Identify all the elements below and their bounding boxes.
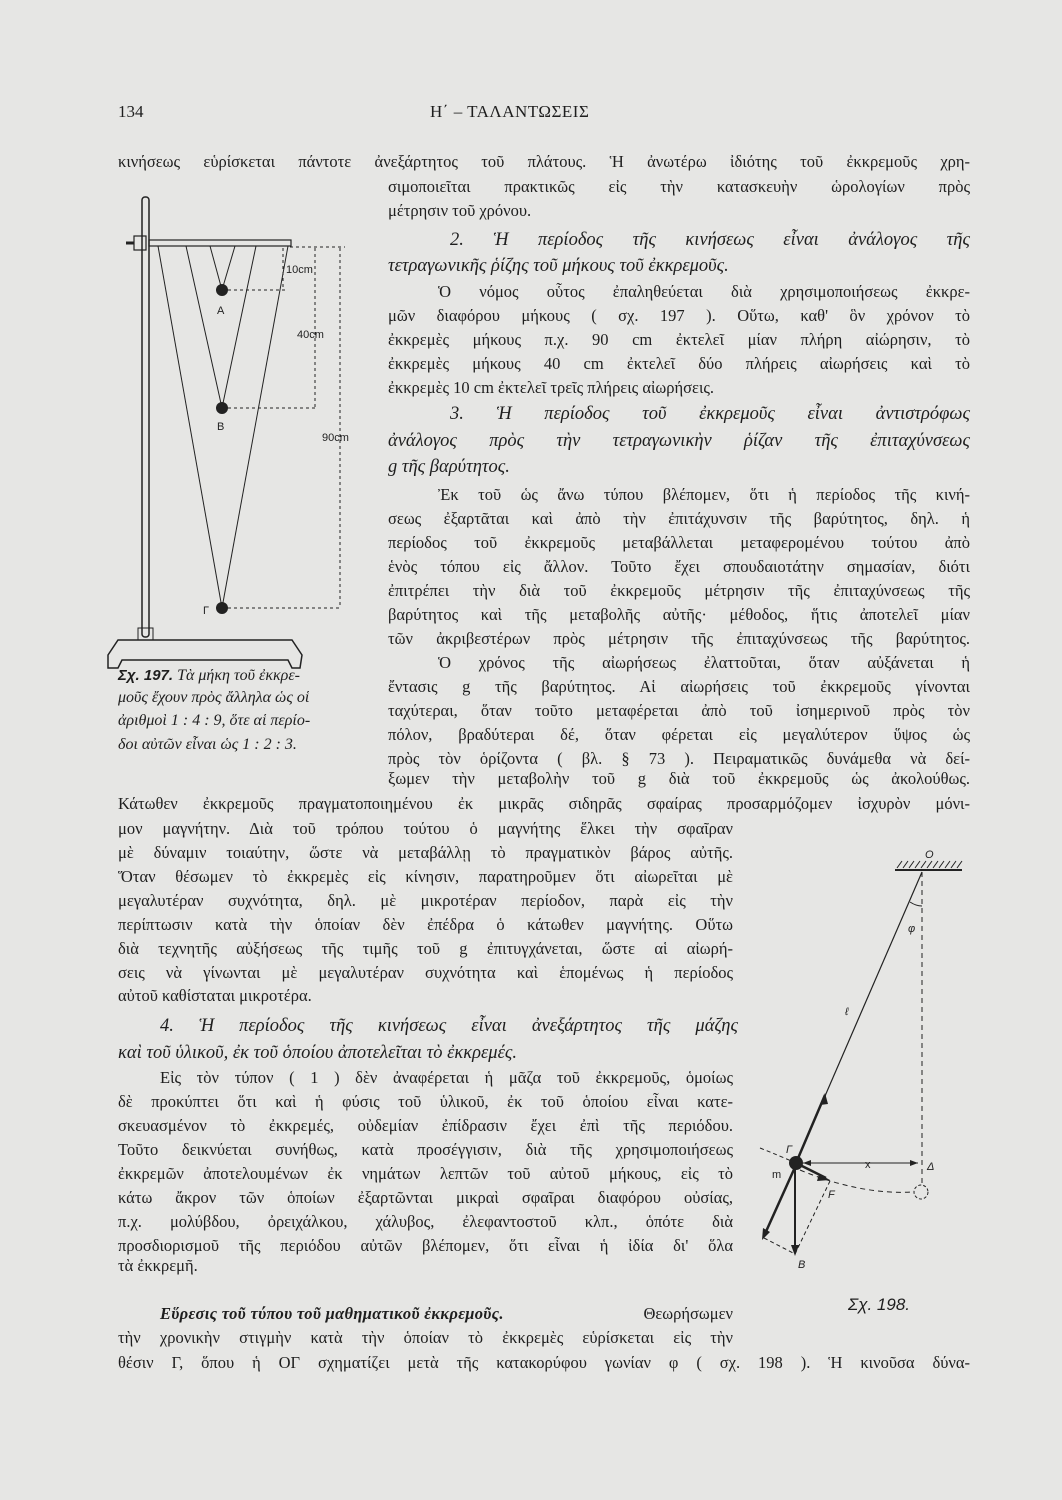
caption-label: Σχ. 197.	[118, 667, 174, 684]
text-line: πρὸς τὸν ὁρίζοντα ( βλ. § 73 ). Πειραματικῶς δυνάμεθα νὰ δεί-	[388, 749, 970, 768]
text-line: μον μαγνήτην. Διὰ τοῦ τρόπου τούτου ὁ μαγνήτης ἕλκει τὴν σφαῖραν	[118, 819, 733, 838]
text-line: Ὁ νόμος οὗτος ἐπαληθεύεται διὰ χρησιμοποιήσεως ἐκκρε-	[438, 282, 970, 301]
label-d: Δ	[927, 1161, 935, 1173]
text-line: κάτω ἄκρον τῶν ὁποίων ἐξαρτῶνται μικραὶ σφαῖραι διαφόρου οὐσίας,	[118, 1188, 733, 1207]
caption-line: μοῦς ἔχουν πρὸς ἄλληλα ὡς οἱ	[118, 689, 310, 706]
text-line: μεγαλυτέραν συχνότητα, δηλ. μὲ μικροτέραν περίοδον, παρὰ εἰς τὴν	[118, 891, 733, 910]
label-40cm: 40cm	[297, 329, 324, 341]
label-b: B	[798, 1259, 806, 1271]
figure-197-caption	[118, 664, 300, 688]
text-line: μέτρησιν τοῦ χρόνου.	[388, 201, 532, 220]
law-2-heading: 2. Ἡ περίοδος τῆς κινήσεως εἶναι ἀνάλογος τῆς	[450, 230, 970, 250]
text-line: διὰ τεχνητῆς αὐξήσεως τῆς τιμῆς τοῦ g ἐπιτυγχάνεται, ὥστε αἱ αἰωρή-	[118, 939, 733, 958]
section-heading: Εὕρεσις τοῦ τύπου τοῦ μαθηματικοῦ ἐκκρεμοῦς.	[160, 1304, 504, 1323]
text-line: ἐκκρεμῶν ἀποτελουμένων ἐκ νημάτων λεπτῶν τοῦ αὐτοῦ μήκους, εἰς τὸ	[118, 1164, 733, 1183]
label-m: m	[772, 1169, 782, 1181]
pendulum-arm	[149, 240, 291, 246]
text-line: ἐκκρεμὲς μήκους π.χ. 90 cm ἐκτελεῖ μίαν πλήρη αἰώρησιν, τὸ	[388, 330, 970, 349]
law-3-heading: ἀνάλογος πρὸς τὴν τετραγωνικὴν ῥίζαν τῆς ἐπιταχύνσεως	[388, 431, 970, 451]
text-line: δὲ προκύπτει ὅτι καὶ ἡ φύσις τοῦ ὑλικοῦ, ἐκ τοῦ ὁποίου εἶναι κατε-	[118, 1092, 733, 1111]
caption-line: ἀριθμοὶ 1 : 4 : 9, ὅτε αἱ περίο-	[118, 712, 311, 729]
text-line: Εἰς τὸν τύπον ( 1 ) δὲν ἀναφέρεται ἡ μᾶζα τοῦ ἐκκρεμοῦς, ὁμοίως	[160, 1068, 733, 1087]
text-line: Τοῦτο δεικνύεται συνήθως, κατὰ προσέγγισιν, διὰ τῆς χρησιμοποιήσεως	[118, 1140, 733, 1159]
text-line: σκευασμένον τὸ ἐκκρεμές, οὐδεμίαν ἐπίδρασιν ἔχει ἐπὶ τῆς περιόδου.	[118, 1116, 733, 1135]
text-line: βαρύτητος καὶ τῆς μεταβολῆς αὐτῆς· μέθοδος, ἥτις ἀποτελεῖ μίαν	[388, 605, 970, 624]
caption-line: δοι αὐτῶν εἶναι ὡς 1 : 2 : 3.	[118, 736, 297, 753]
text-line: τὴν χρονικὴν στιγμὴν κατὰ τὴν ὁποίαν τὸ ἐκκρεμὲς εὑρίσκεται εἰς τὴν	[118, 1328, 733, 1347]
text-line: σεις νὰ γίνωνται μὲ μεγαλυτέραν συχνότητα καὶ ἑπομένως ἡ περίοδος	[118, 963, 733, 982]
text-line: ταχύτεραι, ὅταν τοῦτο μεταφέρεται ἀπὸ τοῦ ἰσημερινοῦ πρὸς τὸν	[388, 701, 970, 720]
stand-rod	[142, 197, 149, 637]
law-4-heading: καὶ τοῦ ὑλικοῦ, ἐκ τοῦ ὁποίου ἀποτελεῖται τὸ ἐκκρεμές.	[118, 1043, 518, 1063]
text-line: προσδιορισμοῦ τῆς περιόδου αὐτῶν βλέπομεν, ὅτι εἶναι ἡ ἰδία δι' ὅλα	[118, 1236, 733, 1255]
text-line: Κάτωθεν ἐκκρεμοῦς πραγματοποιημένου ἐκ μικρᾶς σιδηρᾶς σφαίρας προσαρμόζομεν ἰσχυρὸν μόνι-	[118, 794, 970, 813]
label-l: ℓ	[845, 1006, 849, 1018]
text-line: περίοδος τοῦ ἐκκρεμοῦς μεταβάλλεται μεταφερομένου τούτου ἀπὸ	[388, 533, 970, 552]
text-line: ἔντασις g τῆς βαρύτητος. Αἱ αἰωρήσεις τοῦ ἐκκρεμοῦς γίνονται	[388, 677, 970, 696]
bob-g	[216, 602, 228, 614]
caption-line: Τὰ μήκη τοῦ ἐκκρε-	[177, 667, 300, 684]
text-fragment: Θεωρήσωμεν	[643, 1304, 733, 1323]
text-line: Ὁ χρόνος τῆς αἰωρήσεως ἐλαττοῦται, ὅταν αὐξάνεται ἡ	[438, 653, 970, 672]
label-x: x	[865, 1159, 871, 1171]
text-line: πόλον, βραδύτεραι δέ, ὅταν φέρεται εἰς μεγαλύτερον ὕψος ὡς	[388, 725, 970, 744]
figure-198-pendulum-forces	[760, 861, 962, 1254]
text-line: κινήσεως εὑρίσκεται πάντοτε ἀνεξάρτητος τοῦ πλάτους. Ἡ ἀνωτέρω ἰδιότης τοῦ ἐκκρεμοῦς χρη-	[118, 152, 970, 171]
text-line: περίπτωσιν κατὰ τὴν ὁποίαν δὲν ἐπέδρα ὁ κάτωθεν μαγνήτης. Οὕτω	[118, 915, 733, 934]
figure-198-caption: Σχ. 198.	[848, 1295, 911, 1314]
label-f: F	[828, 1189, 835, 1201]
bob-a	[216, 284, 228, 296]
text-line: Ὅταν θέσωμεν τὸ ἐκκρεμὲς εἰς κίνησιν, παρατηροῦμεν ὅτι αἰωρεῖται μὲ	[118, 867, 733, 886]
text-line: σεως ἐξαρτᾶται καὶ ἀπὸ τὴν ἐπιτάχυνσιν τῆς βαρύτητος, δηλ. ἡ	[388, 509, 970, 528]
law-2-heading: τετραγωνικῆς ῥίζης τοῦ μήκους τοῦ ἐκκρεμοῦς.	[388, 256, 729, 276]
text-line: ξωμεν τὴν μεταβολὴν τοῦ g διὰ τοῦ ἐκκρεμοῦς ὡς ἀκολούθως.	[388, 769, 970, 788]
text-line: ἐκκρεμὲς 10 cm ἐκτελεῖ τρεῖς πλήρεις αἰωρήσεις.	[388, 378, 715, 397]
label-g: Γ	[786, 1144, 793, 1156]
label-10cm: 10cm	[286, 264, 313, 276]
bob-b	[216, 402, 228, 414]
text-line: π.χ. μολύβδου, ὀρειχάλκου, χάλυβος, ἐλεφαντοστοῦ κλπ., ὁπότε διὰ	[118, 1212, 733, 1231]
text-line: τῶν ἀκριβεστέρων πρὸς μέτρησιν τῆς ἐπιταχύνσεως τῆς βαρύτητος.	[388, 629, 970, 648]
running-header: Η΄ – ΤΑΛΑΝΤΩΣΕΙΣ	[430, 102, 590, 121]
text-line: Ἐκ τοῦ ὡς ἄνω τύπου βλέπομεν, ὅτι ἡ περίοδος τῆς κινή-	[438, 485, 970, 504]
text-line: αὐτοῦ καθίσταται μικροτέρα.	[118, 986, 312, 1005]
text-line: ἑνὸς τόπου εἰς ἄλλον. Τοῦτο ἔχει σπουδαιοτάτην σημασίαν, διότι	[388, 557, 970, 576]
text-line: μὲ δύναμιν τοιαύτην, ὥστε νὰ μεταβάλλῃ τὸ πραγματικὸν βάρος αὐτῆς.	[118, 843, 733, 862]
text-line: σιμοποιεῖται πρακτικῶς εἰς τὴν κατασκευὴν ὡρολογίων πρὸς	[388, 177, 970, 196]
label-o: O	[925, 849, 934, 861]
page-number: 134	[118, 102, 144, 121]
label-phi: φ	[908, 923, 916, 935]
law-4-heading: 4. Ἡ περίοδος τῆς κινήσεως εἶναι ἀνεξάρτητος τῆς μάζης	[160, 1016, 738, 1036]
label-g: Γ	[203, 605, 210, 617]
law-3-heading: 3. Ἡ περίοδος τοῦ ἐκκρεμοῦς εἶναι ἀντιστρόφως	[450, 404, 970, 424]
text-line: τὰ ἐκκρεμῆ.	[118, 1256, 198, 1275]
label-b: B	[217, 421, 225, 433]
text-line: ἐκκρεμὲς μήκους 40 cm ἐκτελεῖ δύο πλήρεις αἰωρήσεις καὶ τὸ	[388, 354, 970, 373]
law-3-heading: g τῆς βαρύτητος.	[388, 457, 510, 477]
text-line: θέσιν Γ, ὅπου ἡ ΟΓ σχηματίζει μετὰ τῆς κατακορύφου γωνίαν φ ( σχ. 198 ). Ἡ κινοῦσα δύνα-	[118, 1353, 970, 1372]
label-a: A	[217, 305, 225, 317]
label-90cm: 90cm	[322, 432, 349, 444]
text-line: μῶν διαφόρου μήκους ( σχ. 197 ). Οὕτω, καθ' ὃν χρόνον τὸ	[388, 306, 970, 325]
section-heading-line	[160, 1302, 733, 1326]
text-line: ἐπιτρέπει τὴν διὰ τοῦ ἐκκρεμοῦς μέτρησιν τῆς ἐπιταχύνσεως τῆς	[388, 581, 970, 600]
